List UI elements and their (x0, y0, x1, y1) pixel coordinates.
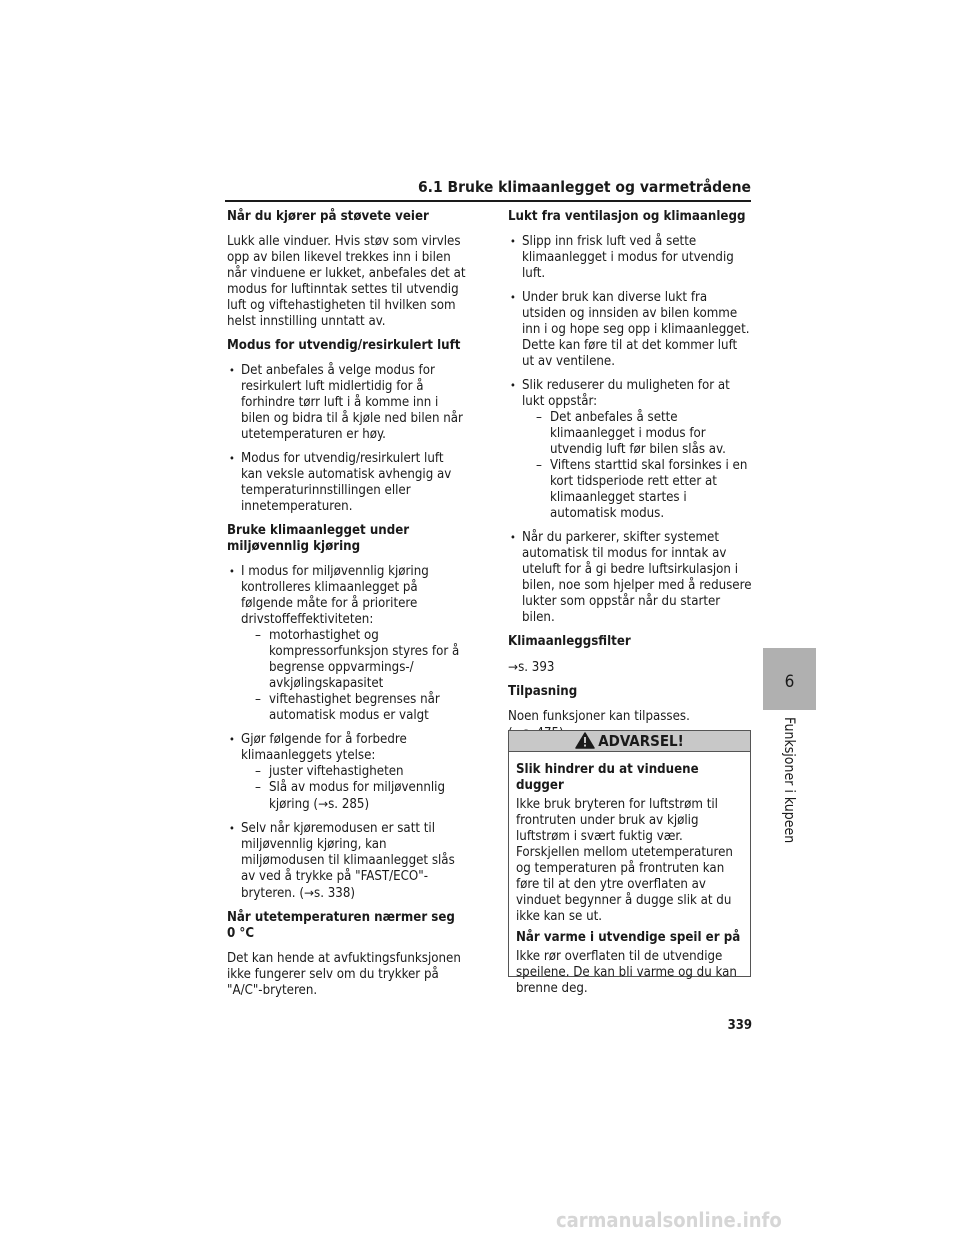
dash-item: – juster viftehastigheten (241, 764, 467, 780)
section-title: 6.1 Bruke klimaanlegget og varmetrådene (417, 178, 751, 196)
bullet-list-recirculation (227, 363, 467, 515)
dash-list (241, 628, 467, 724)
dash-item: – Viftens starttid skal forsinkes i en kort tidsperiode rett etter at klimaanlegget startes i automatisk modus. (522, 458, 752, 522)
warning-triangle-icon (575, 732, 595, 754)
heading-near-zero: Når utetemperaturen nærmer seg 0 °C (227, 910, 455, 941)
header-rule (225, 200, 751, 202)
list-item (227, 821, 467, 902)
dash-item (241, 780, 467, 813)
warning-heading-mirror: Når varme i utvendige speil er på (516, 930, 741, 945)
warning-header (509, 731, 750, 752)
list-item (227, 564, 467, 724)
watermark: carmanualsonline.info (556, 1208, 782, 1232)
paragraph-line: Noen funksjoner kan tilpasses. (508, 709, 690, 724)
heading-eco-driving (227, 523, 467, 555)
chapter-label-text: Funksjoner i kupeen (781, 717, 797, 844)
page-reference-link[interactable]: s. 393 (518, 660, 555, 675)
dash-item-text: Slå av modus for miljøvennlig kjøring ( (269, 780, 446, 812)
heading-filter: Klimaanleggsfilter (508, 634, 631, 649)
heading-customization: Tilpasning (508, 684, 578, 699)
warning-title: ADVARSEL! (598, 732, 684, 750)
chapter-tab (763, 648, 816, 710)
warning-body (509, 752, 750, 997)
arrow-icon: → (508, 660, 519, 674)
heading-recirculation: Modus for utvendig/resirkulert luft (227, 338, 461, 353)
page-reference-link[interactable]: s. 338) (314, 886, 356, 901)
paragraph-dusty-roads: Lukk alle vinduer. Hvis støv som virvles opp av bilen likevel trekkes inn i bilen når vinduene er lukket, anbefales det at modus for luftinntak settes til utvendig luft og viftehastigheten til hvilken som helst innstilling unntatt av. (227, 234, 466, 329)
paragraph-near-zero: Det kan hende at avfuktingsfunksjonen ikke fungerer selv om du trykker på "A/C"-bryteren. (227, 951, 461, 998)
heading-dusty-roads: Når du kjører på støvete veier (227, 209, 429, 224)
warning-paragraph-mirror: Ikke rør overflaten til de utvendige speilene. De kan bli varme og du kan brenne deg. (516, 949, 737, 996)
warning-paragraph-fog: Ikke bruk bryteren for luftstrøm til frontruten under bruk av kjølig luftstrøm i svært fuktig vær. Forskjellen mellom utetemperaturen og temperaturen på frontruten kan føre til at den ytre overflaten av vinduet begynner å dugge slik at du ikke kan se ut. (516, 797, 733, 924)
dash-list (241, 764, 467, 813)
list-item (227, 732, 467, 813)
dash-item: – viftehastighet begrenses når automatisk modus er valgt (241, 692, 467, 724)
filter-reference (508, 659, 752, 676)
list-item: • Når du parkerer, skifter systemet automatisk til modus for inntak av uteluft for å gi bedre luftsirkulasjon i bilen, noe som hjelper med å redusere lukter som oppstår når du starter bilen. (508, 530, 752, 626)
list-item-text: I modus for miljøvennlig kjøring kontrolleres klimaanlegget på følgende måte for å prioritere drivstoffeffektiviteten: (241, 564, 429, 627)
list-item: • Slipp inn frisk luft ved å sette klimaanlegget i modus for utvendig luft. (508, 234, 752, 282)
list-item (508, 378, 752, 522)
arrow-icon: → (303, 886, 315, 900)
bullet-list-eco (227, 564, 467, 902)
list-item-text: Slik reduserer du muligheten for at lukt oppstår: (522, 378, 730, 409)
heading-line: miljøvennlig kjøring (227, 539, 361, 554)
dash-item: – Det anbefales å sette klimaanlegget i modus for utvendig luft før bilen slås av. (522, 410, 752, 458)
heading-odor: Lukt fra ventilasjon og klimaanlegg (508, 209, 746, 224)
list-item-text: Selv når kjøremodusen er satt til miljøvennlig kjøring, kan miljømodusen til klimaanlegget slås av ved å trykke på "FAST/ECO"-bryteren. ( (241, 821, 455, 901)
dash-item: – motorhastighet og kompressorfunksjon styres for å begrense oppvarmings-/ avkjølingskapasitet (241, 628, 467, 692)
right-column (508, 209, 752, 750)
list-item: • Det anbefales å velge modus for resirkulert luft midlertidig for å forhindre tørr luft i å komme inn i bilen og bidra til å kjøle ned bilen når utetemperaturen er høy. (227, 363, 467, 443)
page-number: 339 (727, 1018, 752, 1033)
warning-box (508, 730, 751, 996)
heading-line: Bruke klimaanlegget under (227, 523, 410, 538)
chapter-label (781, 717, 801, 847)
dash-list (522, 410, 752, 522)
bullet-list-odor (508, 234, 752, 626)
warning-heading-fog: Slik hindrer du at vinduene dugger (516, 762, 699, 793)
list-item: • Modus for utvendig/resirkulert luft kan veksle automatisk avhengig av temperaturinnstillingen eller innetemperaturen. (227, 451, 467, 515)
running-header (225, 178, 751, 202)
page-reference-link[interactable]: s. 285) (328, 797, 370, 812)
chapter-number: 6 (784, 672, 795, 692)
arrow-icon: → (318, 797, 329, 811)
list-item: • Under bruk kan diverse lukt fra utsiden og innsiden av bilen komme inn i og hope seg opp i klimaanlegget. Dette kan føre til at det kommer luft ut av ventilene. (508, 290, 752, 370)
left-column (227, 209, 467, 1007)
list-item-text: Gjør følgende for å forbedre klimaanleggets ytelse: (241, 732, 407, 763)
